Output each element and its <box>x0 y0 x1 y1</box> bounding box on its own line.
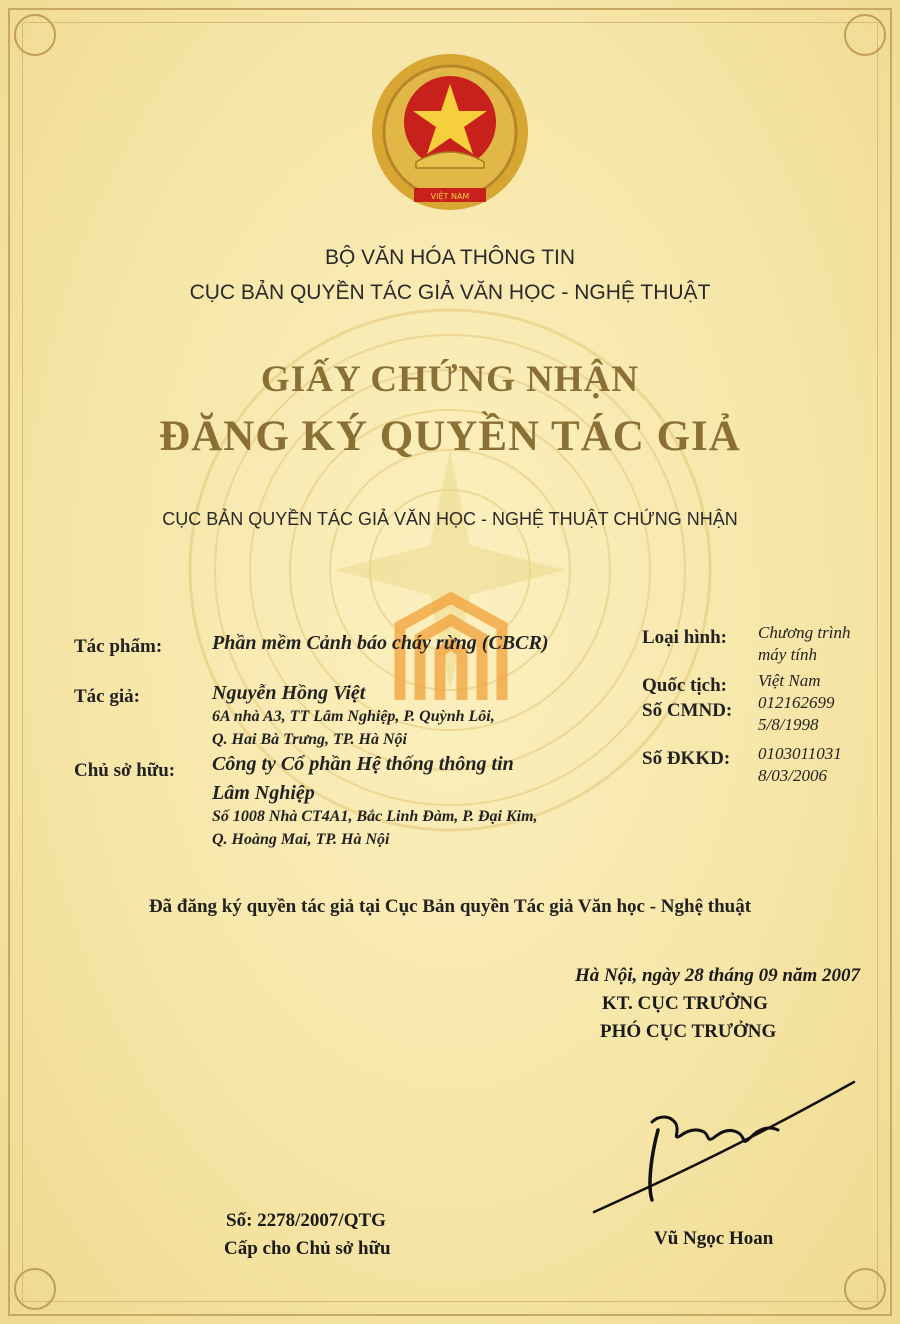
handwritten-signature <box>580 1070 860 1220</box>
id-number-value: 012162699 <box>758 693 835 712</box>
agency-name: CỤC BẢN QUYỀN TÁC GIẢ VĂN HỌC - NGHỆ THUẬT <box>189 281 711 304</box>
certificate-title-line2: ĐĂNG KÝ QUYỀN TÁC GIẢ <box>159 413 741 460</box>
corner-ornament-tr <box>844 14 886 56</box>
corner-ornament-bl <box>14 1268 56 1310</box>
author-name: Nguyễn Hồng Việt <box>212 682 366 704</box>
certificate-title-line1: GIẤY CHỨNG NHẬN <box>260 359 640 400</box>
owner-address-line2: Q. Hoàng Mai, TP. Hà Nội <box>212 831 390 848</box>
owner-address-line1: Số 1008 Nhà CT4A1, Bắc Linh Đàm, P. Đại Kim, <box>212 808 538 825</box>
signer-name: Vũ Ngọc Hoan <box>654 1228 774 1249</box>
place-and-date: Hà Nội, ngày 28 tháng 09 năm 2007 <box>574 965 860 986</box>
signatory-title-line2: PHÓ CỤC TRƯỞNG <box>600 1021 777 1042</box>
work-label: Tác phẩm: <box>74 636 163 657</box>
certificate-number: Số: 2278/2007/QTG <box>226 1210 386 1231</box>
svg-text:VIỆT NAM: VIỆT NAM <box>430 192 470 201</box>
signatory-title-line1: KT. CỤC TRƯỞNG <box>602 993 768 1014</box>
type-label: Loại hình: <box>642 627 728 648</box>
owner-name-line1: Công ty Cổ phần Hệ thống thông tin <box>212 753 514 775</box>
author-label: Tác giả: <box>74 686 140 707</box>
national-emblem-icon <box>366 50 534 218</box>
ministry-name: BỘ VĂN HÓA THÔNG TIN <box>324 246 576 269</box>
author-address-line1: 6A nhà A3, TT Lâm Nghiệp, P. Quỳnh Lôi, <box>212 708 495 725</box>
type-value-line2: máy tính <box>758 645 818 664</box>
id-number-label: Số CMND: <box>642 700 733 721</box>
nationality-value: Việt Nam <box>758 671 821 690</box>
type-value-line1: Chương trình <box>758 623 851 642</box>
business-reg-number: 0103011031 <box>758 744 842 763</box>
owner-label: Chủ sở hữu: <box>74 760 176 781</box>
nationality-label: Quốc tịch: <box>642 675 727 696</box>
corner-ornament-br <box>844 1268 886 1310</box>
certifies-statement: CỤC BẢN QUYỀN TÁC GIẢ VĂN HỌC - NGHỆ THUẬT CHỨNG NHẬN <box>162 509 738 529</box>
id-issue-date: 5/8/1998 <box>758 715 819 734</box>
corner-ornament-tl <box>14 14 56 56</box>
issued-to: Cấp cho Chủ sở hữu <box>224 1238 391 1259</box>
registration-statement: Đã đăng ký quyền tác giả tại Cục Bản quyền Tác giả Văn học - Nghệ thuật <box>148 896 752 917</box>
work-value: Phần mềm Cảnh báo cháy rừng (CBCR) <box>212 632 549 654</box>
owner-name-line2: Lâm Nghiệp <box>212 782 315 804</box>
author-address-line2: Q. Hai Bà Trưng, TP. Hà Nội <box>212 731 407 748</box>
business-reg-label: Số ĐKKD: <box>642 748 731 769</box>
business-reg-date: 8/03/2006 <box>758 766 827 785</box>
